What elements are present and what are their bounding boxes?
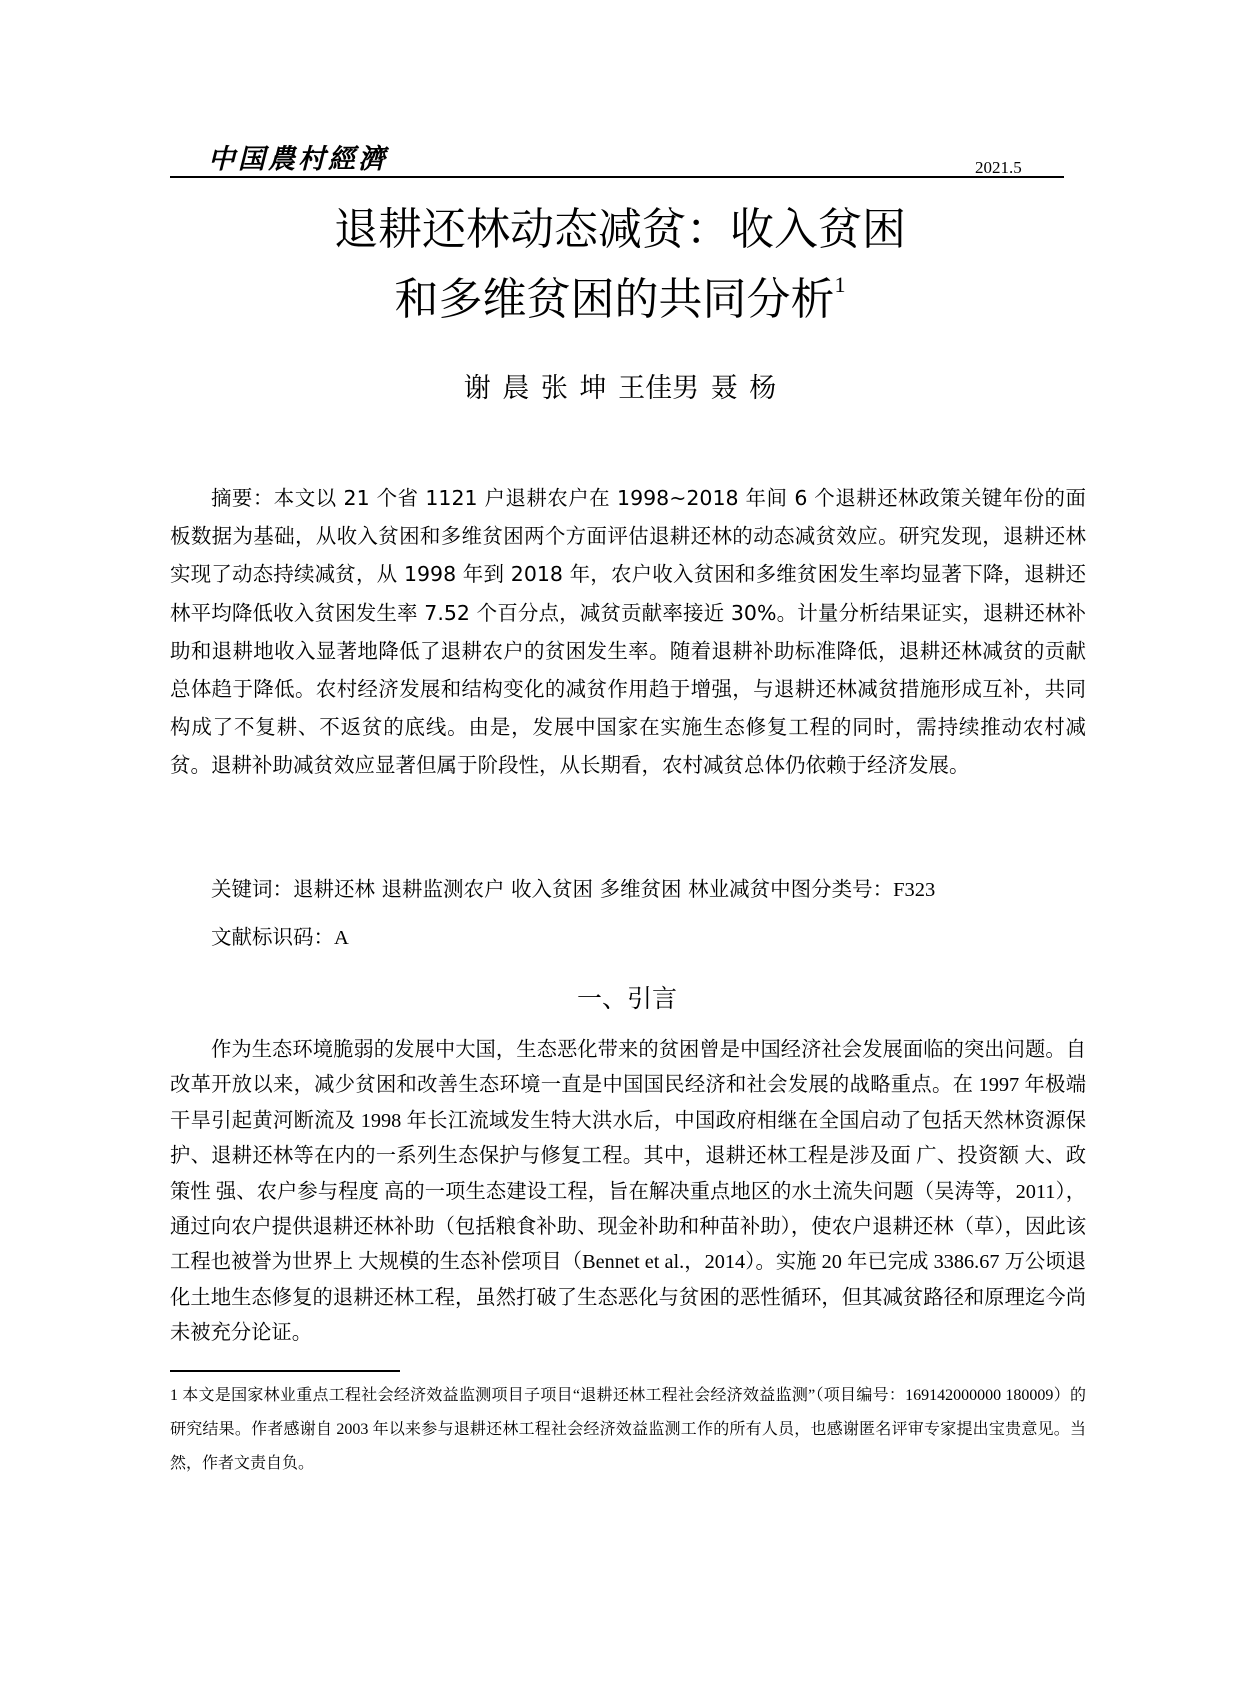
footnote-rule [170, 1370, 400, 1372]
classification-label: 中图分类号： [770, 877, 894, 901]
document-code-line [211, 920, 349, 950]
keywords-line [211, 872, 935, 902]
article-title-line1: 退耕还林动态减贫：收入贫困 [334, 204, 906, 255]
section-heading-introduction: 一、引言 [576, 984, 677, 1013]
abstract [170, 479, 1086, 785]
classification-value: F323 [893, 879, 936, 901]
keywords-label: 关键词： [211, 877, 293, 901]
introduction-body [170, 1033, 1086, 1352]
journal-logo: 中国農村經濟 [208, 144, 388, 175]
introduction-paragraph: 作为生态环境脆弱的发展中大国，生态恶化带来的贫困曾是中国经济社会发展面临的突出问题。自改革开放以来，减少贫困和改善生态环境一直是中国国民经济和社会发展的战略重点。在 1997 年极端干旱引起黄河断流及 1998 年长江流域发生特大洪水后，中国政府相继在全国启动了包括天然林资源保护、退耕还林等在内的一系列生态保护与修复工程。其中，退耕还林工程是涉及面 广、投资额 大、政策性 强、农户参与程度 高的一项生态建设工程，旨在解决重点地区的水土流失问题（吴涛等，2011），通过向农户提供退耕还林补助（包括粮食补助、现金补助和种苗补助），使农户退耕还林（草），因此该工程也被誉为世界上 大规模的生态补偿项目（Bennet et al.，2014）。实施 20 年已完成 3386.67 万公顷退化土地生态修复的退耕还林工程，虽然打破了生态恶化与贫困的恶性循环，但其减贫路径和原理迄今尚未被充分论证。 [170, 1039, 1086, 1345]
footnote [170, 1379, 1086, 1481]
article-title-line2-text: 和多维贫困的共同分析 [394, 274, 835, 325]
title-footnote-marker[interactable]: 1 [834, 272, 846, 297]
document-code-label: 文献标识码： [211, 925, 334, 949]
authors: 谢 晨 张 坤 王佳男 聂 杨 [463, 373, 777, 404]
article-title-line2 [0, 272, 1240, 325]
header-rule [170, 176, 1064, 178]
keywords-text: 退耕还林 退耕监测农户 收入贫困 多维贫困 林业减贫 [293, 877, 771, 901]
abstract-text: 摘要：本文以 21 个省 1121 户退耕农户在 1998~2018 年间 6 个退耕还林政策关键年份的面板数据为基础，从收入贫困和多维贫困两个方面评估退耕还林的动态减贫效应。研究发现，退耕还林实现了动态持续减贫，从 1998 年到 2018 年，农户收入贫困和多维贫困发生率均显著下降，退耕还林平均降低收入贫困发生率 7.52 个百分点，减贫贡献率接近 30%。计量分析结果证实，退耕还林补助和退耕地收入显著地降低了退耕农户的贫困发生率。随着退耕补助标准降低，退耕还林减贫的贡献总体趋于降低。农村经济发展和结构变化的减贫作用趋于增强，与退耕还林减贫措施形成互补，共同构成了不复耕、不返贫的底线。由是，发展中国家在实施生态修复工程的同时，需持续推动农村减贫。退耕补助减贫效应显著但属于阶段性，从长期看，农村减贫总体仍依赖于经济发展。 [170, 486, 1086, 778]
footnote-text: 1 本文是国家林业重点工程社会经济效益监测项目子项目“退耕还林工程社会经济效益监测”（项目编号：169142000000 180009）的研究结果。作者感谢自 2003 年以来参与退耕还林工程社会经济效益监测工作的所有人员，也感谢匿名评审专家提出宝贵意见。当然，作者文责自负。 [170, 1387, 1086, 1472]
document-code-value: A [334, 927, 349, 949]
issue-date: 2021.5 [975, 158, 1022, 177]
